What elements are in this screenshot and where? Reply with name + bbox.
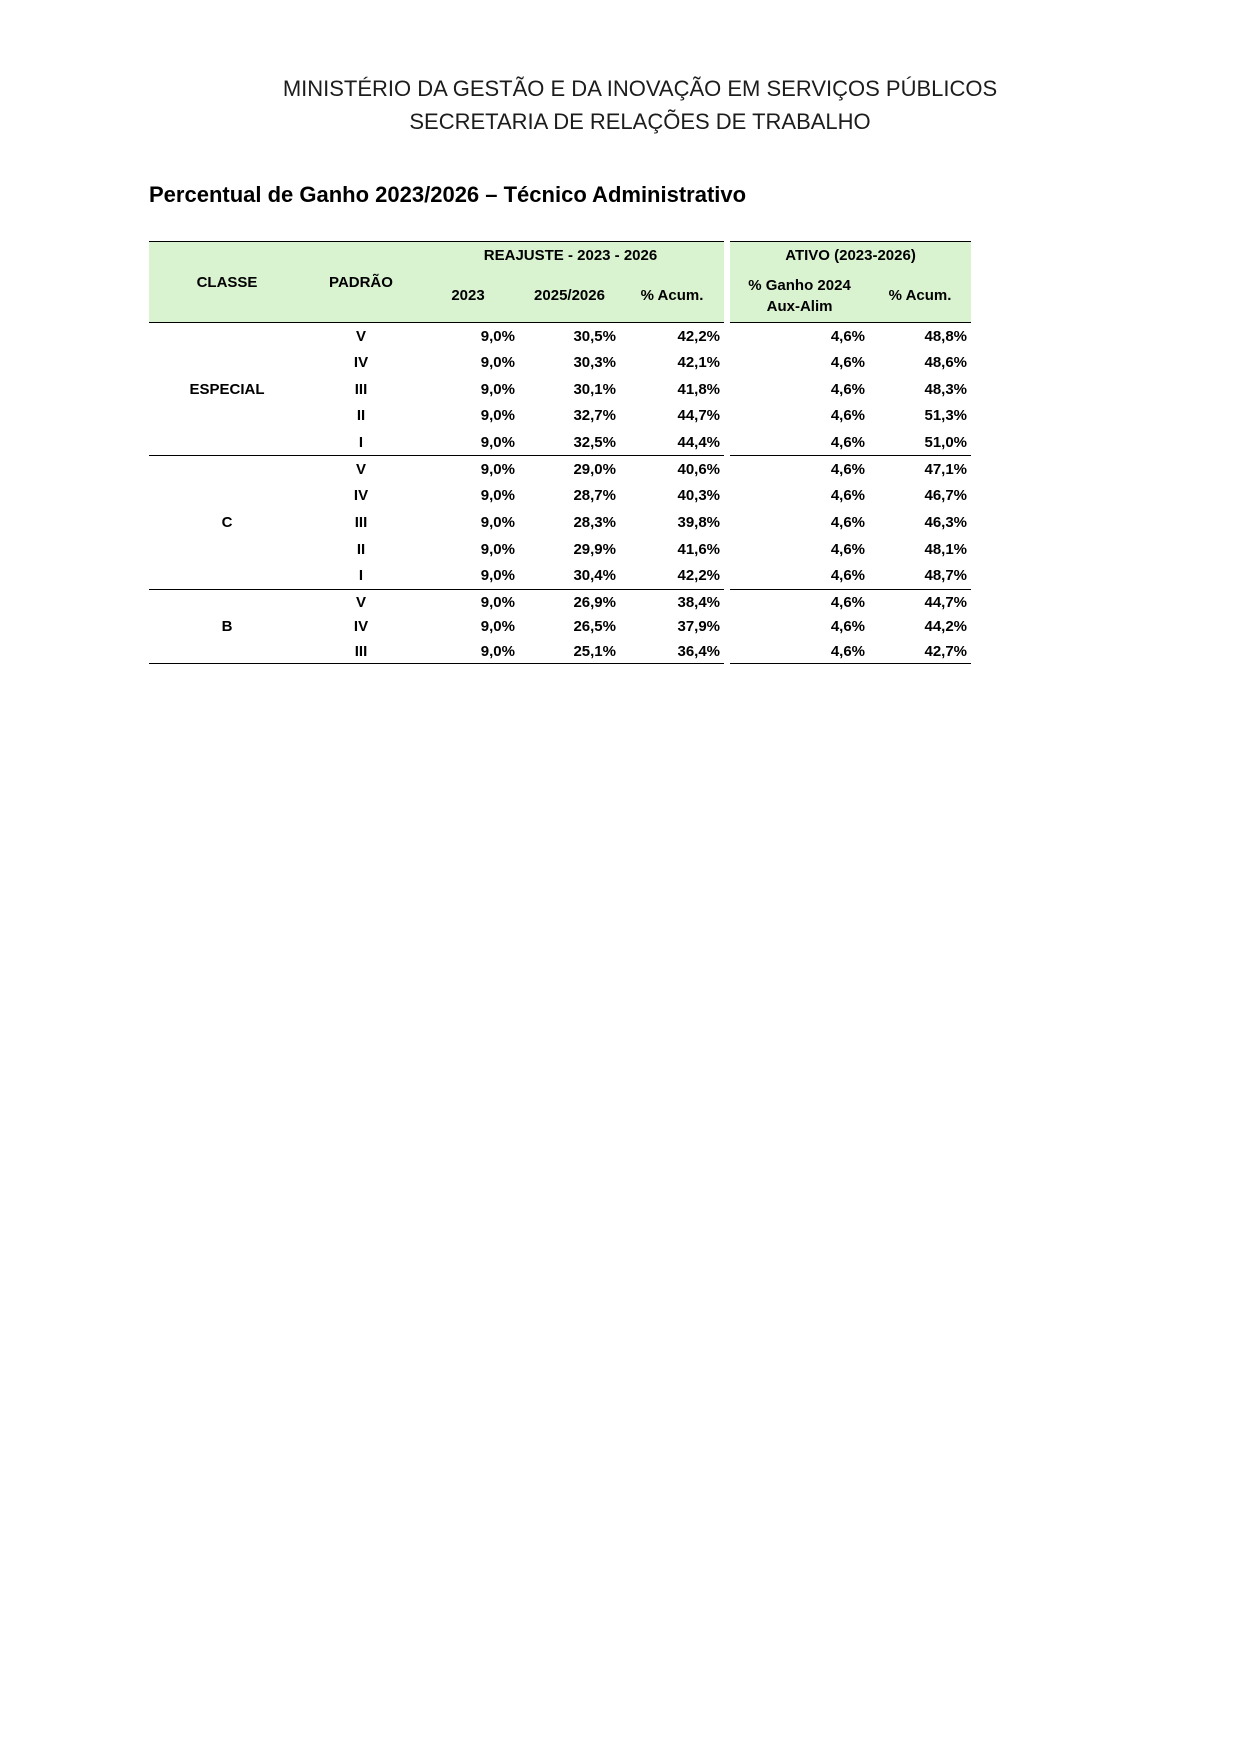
page-title: Percentual de Ganho 2023/2026 – Técnico Administrativo bbox=[149, 182, 747, 207]
cell-reajuste-2023: 9,0% bbox=[417, 563, 519, 590]
document-header bbox=[240, 72, 1040, 138]
cell-reajuste-2025-2026: 30,3% bbox=[573, 354, 616, 372]
cell-ativo-acum: 51,0% bbox=[869, 429, 971, 456]
cell-ganho-aux-alim: 4,6% bbox=[730, 429, 869, 456]
cell-ganho-aux-alim: 4,6% bbox=[830, 514, 866, 532]
cell-reajuste-acum: 42,1% bbox=[677, 354, 721, 372]
cell-ativo-acum: 44,2% bbox=[924, 618, 968, 636]
group-header-reajuste: REAJUSTE - 2023 - 2026 bbox=[417, 242, 724, 270]
cell-padrao: V bbox=[355, 593, 366, 611]
col-header-2023: 2023 bbox=[417, 270, 519, 323]
cell-reajuste-acum: 44,4% bbox=[620, 429, 724, 456]
cell-reajuste-2025-2026: 28,7% bbox=[573, 487, 616, 505]
cell-ativo-acum: 48,1% bbox=[924, 540, 968, 558]
col-header-ativo-acum: % Acum. bbox=[869, 270, 971, 323]
cell-ativo-acum: 46,7% bbox=[924, 487, 968, 505]
cell-reajuste-2025-2026: 28,3% bbox=[573, 514, 616, 532]
ministry-name: MINISTÉRIO DA GESTÃO E DA INOVAÇÃO EM SERVIÇOS PÚBLICOS bbox=[282, 76, 998, 101]
group-header-ativo: ATIVO (2023-2026) bbox=[730, 242, 971, 270]
cell-reajuste-acum: 40,3% bbox=[677, 487, 721, 505]
cell-ativo-acum: 47,1% bbox=[924, 461, 968, 479]
cell-ativo-acum: 44,7% bbox=[924, 593, 968, 611]
cell-ativo-acum: 51,3% bbox=[924, 407, 968, 425]
cell-reajuste-2025-2026: 30,5% bbox=[573, 327, 616, 345]
cell-ganho-aux-alim: 4,6% bbox=[830, 461, 866, 479]
gain-percentage-table bbox=[149, 241, 971, 664]
col-header-classe: CLASSE bbox=[149, 242, 305, 323]
cell-reajuste-acum: 39,8% bbox=[677, 514, 721, 532]
cell-classe: ESPECIAL bbox=[149, 323, 305, 456]
cell-ganho-aux-alim: 4,6% bbox=[830, 540, 866, 558]
cell-ativo-acum: 48,7% bbox=[869, 563, 971, 590]
cell-reajuste-2025-2026: 30,1% bbox=[573, 380, 616, 398]
cell-padrao: IV bbox=[353, 354, 369, 372]
cell-reajuste-2023: 9,0% bbox=[480, 540, 515, 558]
table-row bbox=[149, 456, 971, 483]
cell-ativo-acum: 48,8% bbox=[924, 327, 968, 345]
cell-ativo-acum: 46,3% bbox=[924, 514, 968, 532]
cell-ganho-aux-alim: 4,6% bbox=[830, 354, 866, 372]
col-header-ganho-aux-alim bbox=[730, 270, 869, 323]
cell-padrao: II bbox=[356, 407, 366, 425]
cell-padrao: IV bbox=[353, 487, 369, 505]
cell-ganho-aux-alim: 4,6% bbox=[830, 407, 866, 425]
cell-reajuste-2023: 9,0% bbox=[480, 487, 515, 505]
secretariat-name: SECRETARIA DE RELAÇÕES DE TRABALHO bbox=[409, 109, 871, 134]
cell-reajuste-2023: 9,0% bbox=[480, 354, 515, 372]
cell-padrao: V bbox=[355, 327, 366, 345]
cell-reajuste-2025-2026: 30,4% bbox=[519, 563, 620, 590]
cell-reajuste-2023: 9,0% bbox=[480, 407, 515, 425]
cell-padrao: V bbox=[355, 461, 366, 479]
cell-reajuste-2025-2026: 26,5% bbox=[573, 618, 616, 636]
cell-reajuste-2023: 9,0% bbox=[417, 429, 519, 456]
cell-reajuste-2025-2026: 32,5% bbox=[519, 429, 620, 456]
cell-reajuste-2023: 9,0% bbox=[480, 380, 515, 398]
cell-ativo-acum: 48,3% bbox=[924, 380, 968, 398]
cell-reajuste-2023: 9,0% bbox=[480, 327, 515, 345]
cell-reajuste-acum: 36,4% bbox=[620, 639, 724, 664]
cell-reajuste-acum: 41,6% bbox=[677, 540, 721, 558]
cell-reajuste-acum: 41,8% bbox=[677, 380, 721, 398]
cell-reajuste-2025-2026: 29,0% bbox=[573, 461, 616, 479]
table-header-row bbox=[149, 242, 971, 270]
cell-padrao: I bbox=[305, 563, 417, 590]
cell-ganho-aux-alim: 4,6% bbox=[730, 639, 869, 664]
cell-padrao: III bbox=[354, 514, 368, 532]
cell-ativo-acum: 42,7% bbox=[869, 639, 971, 664]
cell-reajuste-2025-2026: 29,9% bbox=[573, 540, 616, 558]
table-row bbox=[149, 323, 971, 350]
table-row bbox=[149, 589, 971, 614]
cell-reajuste-2023: 9,0% bbox=[480, 618, 515, 636]
cell-ganho-aux-alim: 4,6% bbox=[830, 380, 866, 398]
cell-reajuste-acum: 38,4% bbox=[677, 593, 721, 611]
cell-ativo-acum: 48,6% bbox=[924, 354, 968, 372]
cell-reajuste-2023: 9,0% bbox=[480, 593, 515, 611]
cell-reajuste-2025-2026: 25,1% bbox=[519, 639, 620, 664]
cell-padrao: I bbox=[305, 429, 417, 456]
cell-padrao: III bbox=[305, 639, 417, 664]
cell-ganho-aux-alim: 4,6% bbox=[830, 618, 866, 636]
cell-ganho-aux-alim: 4,6% bbox=[730, 563, 869, 590]
cell-reajuste-acum: 37,9% bbox=[677, 618, 721, 636]
cell-classe: C bbox=[149, 456, 305, 589]
cell-reajuste-acum: 40,6% bbox=[677, 461, 721, 479]
col-header-ganho-line2: Aux-Alim bbox=[766, 297, 833, 315]
col-header-2025-2026: 2025/2026 bbox=[519, 270, 620, 323]
cell-reajuste-2025-2026: 26,9% bbox=[573, 593, 616, 611]
cell-classe: B bbox=[149, 589, 305, 663]
cell-ganho-aux-alim: 4,6% bbox=[830, 327, 866, 345]
cell-reajuste-acum: 42,2% bbox=[620, 563, 724, 590]
col-header-reajuste-acum: % Acum. bbox=[620, 270, 724, 323]
cell-reajuste-2023: 9,0% bbox=[417, 639, 519, 664]
col-header-padrao: PADRÃO bbox=[305, 242, 417, 323]
cell-padrao: II bbox=[356, 540, 366, 558]
cell-ganho-aux-alim: 4,6% bbox=[830, 593, 866, 611]
col-header-ganho-line1: % Ganho 2024 bbox=[748, 276, 851, 294]
cell-reajuste-2025-2026: 32,7% bbox=[573, 407, 616, 425]
cell-reajuste-acum: 44,7% bbox=[677, 407, 721, 425]
cell-reajuste-2023: 9,0% bbox=[480, 514, 515, 532]
cell-padrao: III bbox=[354, 380, 368, 398]
cell-ganho-aux-alim: 4,6% bbox=[830, 487, 866, 505]
cell-reajuste-2023: 9,0% bbox=[480, 461, 515, 479]
cell-reajuste-acum: 42,2% bbox=[677, 327, 721, 345]
cell-padrao: IV bbox=[353, 618, 369, 636]
